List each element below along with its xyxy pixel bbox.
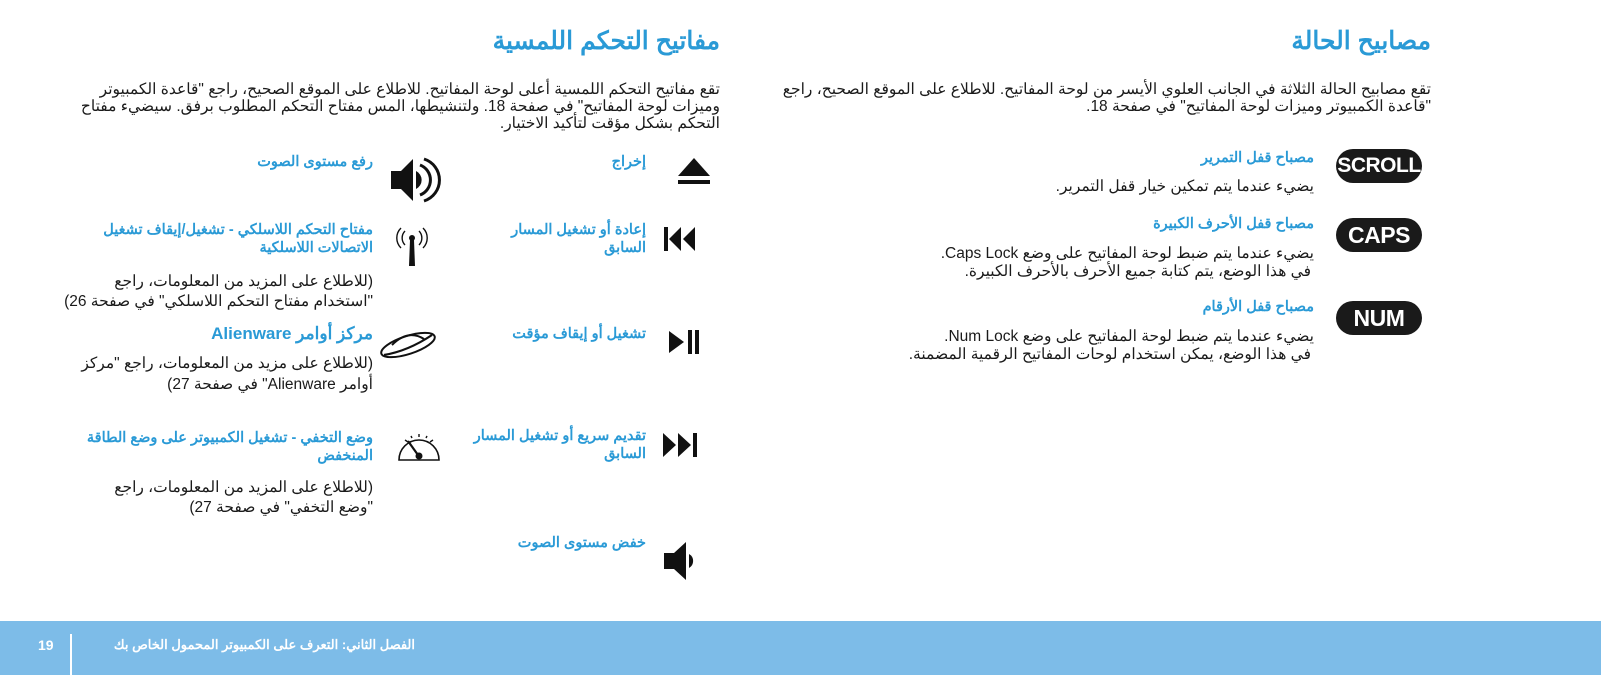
volume-down-icon bbox=[662, 539, 702, 583]
footer-divider bbox=[70, 634, 72, 675]
alienware-ufo-icon bbox=[378, 325, 438, 365]
caps-lock-badge: CAPS bbox=[1336, 218, 1422, 252]
volume-up-label: رفع مستوى الصوت bbox=[257, 154, 373, 170]
scroll-lock-badge: SCROLL bbox=[1336, 149, 1422, 183]
caps-lock-title: مصباح قفل الأحرف الكبيرة bbox=[1153, 216, 1314, 232]
previous-track-label: إعادة أو تشغيل المسار السابق bbox=[511, 222, 646, 256]
play-pause-label: تشغيل أو إيقاف مؤقت bbox=[512, 326, 646, 342]
wireless-desc-2: "استخدام مفتاح التحكم اللاسلكي" في صفحة 26) bbox=[64, 293, 373, 310]
wireless-label: مفتاح التحكم اللاسلكي - تشغيل/إيقاف تشغيل الاتصالات اللاسلكية bbox=[103, 222, 373, 256]
scroll-lock-desc: يضيء عندما يتم تمكين خيار قفل التمرير. bbox=[1055, 178, 1314, 195]
alienware-desc-1: (للاطلاع على مزيد من المعلومات، راجع "مركز bbox=[81, 355, 373, 372]
status-lights-title: مصابيح الحالة bbox=[1291, 27, 1431, 55]
touch-controls-title: مفاتيح التحكم اللمسية bbox=[492, 27, 720, 55]
wireless-icon bbox=[390, 220, 434, 268]
touch-controls-intro: تقع مفاتيح التحكم اللمسية أعلى لوحة المفاتيح. للاطلاع على الموقع الصحيح، راجع "قاعدة الكمبيوتر وميزات لوحة المفاتيح" في صفحة 18. ولتنشيطها، المس مفتاح التحكم المطلوب برفق. سيضيء مفتاح التحكم بشكل مؤقت لتأكيد الاختيار. bbox=[80, 81, 720, 132]
num-lock-desc-1: يضيء عندما يتم ضبط لوحة المفاتيح على وضع Num Lock. bbox=[944, 328, 1314, 345]
caps-lock-desc-1: يضيء عندما يتم ضبط لوحة المفاتيح على وضع Caps Lock. bbox=[940, 245, 1314, 262]
page-number: 19 bbox=[38, 637, 54, 653]
fast-forward-icon bbox=[661, 432, 701, 458]
alienware-desc-2: أوامر Alienware" في صفحة 27) bbox=[167, 376, 373, 393]
fast-forward-label: تقديم سريع أو تشغيل المسار السابق bbox=[473, 428, 646, 462]
previous-track-icon bbox=[663, 226, 701, 252]
wireless-desc-1: (للاطلاع على المزيد من المعلومات، راجع bbox=[114, 273, 373, 290]
num-lock-title: مصباح قفل الأرقام bbox=[1202, 299, 1314, 315]
volume-up-icon bbox=[389, 154, 441, 206]
alienware-command-center-label: مركز أوامر Alienware bbox=[211, 324, 373, 343]
status-lights-intro: تقع مصابيح الحالة الثلاثة في الجانب العلوي الأيسر من لوحة المفاتيح. للاطلاع على الموقع الصحيح، راجع "قاعدة الكمبيوتر وميزات لوحة المفاتيح" في صفحة 18. bbox=[782, 81, 1431, 115]
play-pause-icon bbox=[668, 328, 702, 356]
eject-icon bbox=[675, 156, 713, 186]
gauge-icon bbox=[395, 426, 443, 466]
stealth-mode-label: وضع التخفي - تشغيل الكمبيوتر على وضع الطاقة المنخفض bbox=[86, 430, 373, 464]
caps-lock-desc-2: في هذا الوضع، يتم كتابة جميع الأحرف بالأحرف الكبيرة. bbox=[964, 263, 1311, 280]
footer-chapter-title: الفصل الثاني: التعرف على الكمبيوتر المحمول الخاص بك bbox=[113, 637, 415, 652]
scroll-lock-title: مصباح قفل التمرير bbox=[1200, 150, 1314, 166]
num-lock-desc-2: في هذا الوضع، يمكن استخدام لوحات المفاتيح الرقمية المضمنة. bbox=[908, 346, 1311, 363]
eject-label: إخراج bbox=[611, 154, 646, 170]
num-lock-badge: NUM bbox=[1336, 301, 1422, 335]
stealth-desc-1: (للاطلاع على المزيد من المعلومات، راجع bbox=[114, 479, 373, 496]
volume-down-label: خفض مستوى الصوت bbox=[517, 535, 646, 551]
stealth-desc-2: "وضع التخفي" في صفحة 27) bbox=[189, 499, 373, 516]
